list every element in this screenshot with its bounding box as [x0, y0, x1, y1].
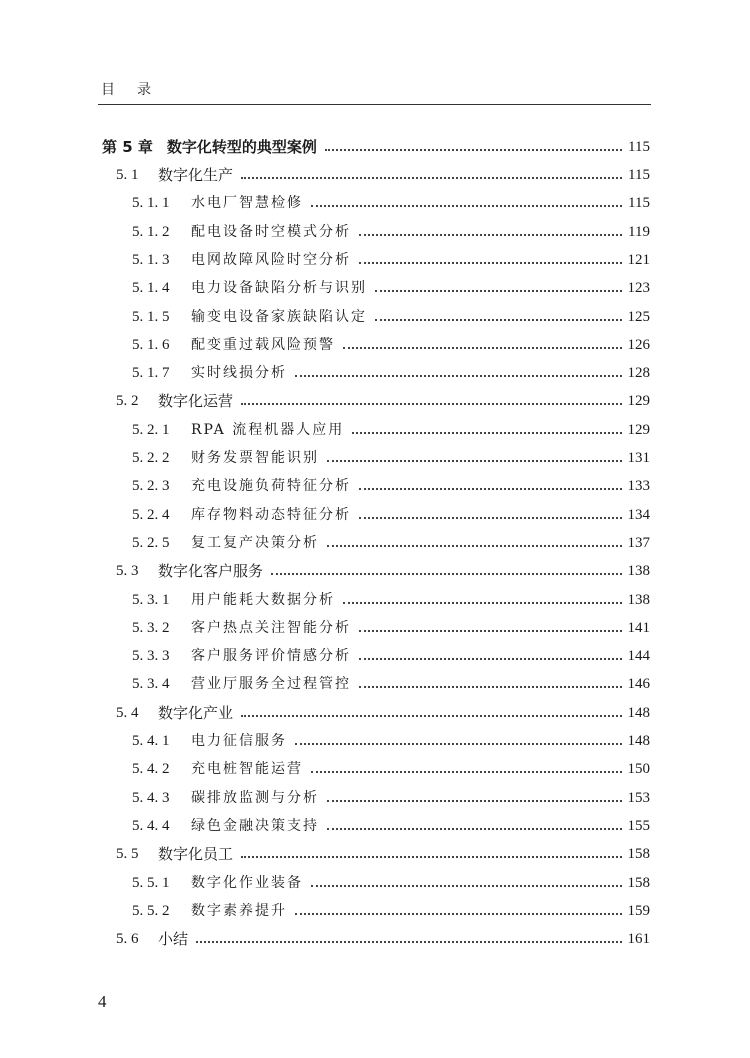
- entry-number: 5. 3. 1: [132, 591, 170, 608]
- entry-number: 5. 1. 2: [132, 223, 170, 240]
- entry-number: 5. 2: [116, 393, 139, 410]
- entry-number: 5. 1. 4: [132, 280, 170, 297]
- entry-title: 客户热点关注智能分析: [191, 619, 351, 636]
- toc-section-entry[interactable]: [116, 386, 650, 410]
- entry-page: 141: [627, 619, 650, 636]
- entry-number: 5. 3: [116, 563, 139, 580]
- entry-number: 5. 3. 4: [132, 676, 170, 693]
- dot-leader: [295, 913, 622, 915]
- dot-leader: [375, 319, 622, 321]
- dot-leader: [327, 800, 622, 802]
- entry-page: 119: [628, 223, 650, 240]
- toc-section-entry[interactable]: [116, 698, 650, 722]
- toc-subsection-entry[interactable]: [132, 528, 650, 552]
- entry-title: 配变重过载风险预警: [191, 336, 335, 353]
- entry-number: 5. 4. 4: [132, 817, 170, 834]
- entry-number: 5. 1. 7: [132, 365, 170, 382]
- dot-leader: [325, 149, 622, 151]
- toc-subsection-entry[interactable]: [132, 188, 650, 212]
- entry-title: 充电设施负荷特征分析: [191, 478, 351, 495]
- header-rule: [98, 104, 651, 105]
- entry-title: 电力设备缺陷分析与识别: [191, 280, 367, 297]
- page-number: 4: [98, 992, 107, 1011]
- toc-section-entry[interactable]: [116, 160, 650, 184]
- entry-title: 输变电设备家族缺陷认定: [191, 308, 367, 325]
- toc-subsection-entry[interactable]: [132, 726, 650, 750]
- toc-subsection-entry[interactable]: [132, 245, 650, 269]
- toc-section-entry[interactable]: [116, 839, 650, 863]
- header-char-right: 录: [137, 82, 151, 98]
- toc-subsection-entry[interactable]: [132, 754, 650, 778]
- header-char-left: 目: [101, 82, 115, 98]
- chapter-title: 数字化转型的典型案例: [166, 138, 317, 156]
- dot-leader: [327, 828, 622, 830]
- chapter-page: 115: [628, 139, 650, 155]
- toc-subsection-entry[interactable]: [132, 811, 650, 835]
- dot-leader: [241, 403, 621, 405]
- toc-subsection-entry[interactable]: [132, 415, 650, 439]
- entry-title: 用户能耗大数据分析: [191, 591, 335, 608]
- entry-title: 数字化作业装备: [191, 874, 303, 891]
- entry-number: 5. 3. 2: [132, 619, 170, 636]
- entry-title: 碳排放监测与分析: [191, 789, 319, 806]
- entry-page: 129: [627, 421, 650, 438]
- dot-leader: [359, 234, 622, 236]
- dot-leader: [359, 686, 622, 688]
- entry-title: 复工复产决策分析: [191, 534, 319, 551]
- entry-title: 实时线损分析: [191, 365, 287, 382]
- entry-number: 5. 4. 3: [132, 789, 170, 806]
- dot-leader: [295, 743, 622, 745]
- toc-subsection-entry[interactable]: [132, 302, 650, 326]
- toc-subsection-entry[interactable]: [132, 443, 650, 467]
- dot-leader: [359, 262, 622, 264]
- entry-page: 126: [627, 336, 650, 353]
- toc-subsection-entry[interactable]: [132, 217, 650, 241]
- toc-subsection-entry[interactable]: [132, 613, 650, 637]
- dot-leader: [359, 517, 622, 519]
- toc-subsection-entry[interactable]: [132, 783, 650, 807]
- entry-title: 小结: [158, 930, 189, 949]
- toc-subsection-entry[interactable]: [132, 896, 650, 920]
- entry-page: 115: [628, 167, 650, 183]
- entry-number: 5. 2. 3: [132, 478, 170, 495]
- entry-page: 115: [628, 195, 650, 212]
- toc-section-entry[interactable]: [116, 556, 650, 580]
- entry-title: 数字化客户服务: [158, 562, 264, 581]
- entry-page: 121: [627, 251, 650, 268]
- entry-page: 155: [627, 817, 650, 834]
- dot-leader: [375, 290, 622, 292]
- entry-page: 150: [627, 761, 650, 778]
- dot-leader: [241, 715, 621, 717]
- entry-page: 138: [627, 591, 650, 608]
- entry-title: 客户服务评价情感分析: [191, 648, 351, 665]
- dot-leader: [359, 658, 622, 660]
- entry-number: 5. 1. 3: [132, 251, 170, 268]
- entry-page: 144: [627, 648, 650, 665]
- toc-chapter-entry[interactable]: [102, 132, 650, 156]
- entry-number: 5. 3. 3: [132, 648, 170, 665]
- dot-leader: [359, 630, 622, 632]
- entry-number: 5. 1. 5: [132, 308, 170, 325]
- toc-subsection-entry[interactable]: [132, 358, 650, 382]
- entry-title: 数字化产业: [158, 703, 234, 722]
- entry-title: 库存物料动态特征分析: [191, 506, 351, 523]
- entry-number: 5. 2. 2: [132, 450, 170, 466]
- entry-number: 5. 4. 2: [132, 761, 170, 778]
- entry-title: 配电设备时空模式分析: [191, 223, 351, 240]
- entry-page: 128: [627, 365, 650, 382]
- entry-page: 125: [627, 308, 650, 325]
- entry-title: 财务发票智能识别: [191, 450, 319, 466]
- running-header: [101, 79, 151, 99]
- dot-leader: [327, 460, 622, 462]
- entry-title: RPA 流程机器人应用: [191, 421, 345, 438]
- entry-page: 129: [627, 393, 650, 410]
- dot-leader: [311, 205, 622, 207]
- entry-title: 电网故障风险时空分析: [191, 251, 351, 268]
- entry-page: 158: [627, 846, 650, 863]
- entry-page: 148: [627, 704, 650, 721]
- dot-leader: [271, 573, 621, 575]
- dot-leader: [295, 375, 622, 377]
- toc-subsection-entry[interactable]: [132, 471, 650, 495]
- entry-title: 水电厂智慧检修: [191, 195, 303, 212]
- entry-title: 数字素养提升: [191, 902, 287, 919]
- entry-number: 5. 2. 5: [132, 534, 170, 551]
- entry-number: 5. 4. 1: [132, 733, 170, 749]
- entry-page: 137: [627, 534, 650, 551]
- toc-subsection-entry[interactable]: [132, 868, 650, 892]
- dot-leader: [359, 488, 622, 490]
- entry-page: 148: [627, 733, 650, 749]
- dot-leader: [352, 432, 621, 434]
- dot-leader: [343, 347, 622, 349]
- chapter-number: 第 5 章: [102, 138, 153, 156]
- entry-page: 159: [627, 902, 650, 919]
- dot-leader: [196, 941, 621, 943]
- entry-number: 5. 5: [116, 846, 139, 863]
- entry-page: 133: [627, 478, 650, 495]
- entry-number: 5. 1. 6: [132, 336, 170, 353]
- entry-title: 绿色金融决策支持: [191, 817, 319, 834]
- entry-number: 5. 1: [116, 167, 139, 183]
- entry-page: 138: [627, 563, 650, 580]
- entry-number: 5. 4: [116, 704, 139, 721]
- entry-page: 134: [627, 506, 650, 523]
- toc-subsection-entry[interactable]: [132, 641, 650, 665]
- entry-page: 131: [627, 450, 650, 466]
- entry-title: 数字化员工: [158, 845, 234, 864]
- dot-leader: [311, 885, 622, 887]
- entry-page: 161: [627, 931, 650, 948]
- entry-number: 5. 5. 1: [132, 874, 170, 891]
- entry-title: 营业厅服务全过程管控: [191, 676, 351, 693]
- dot-leader: [311, 771, 622, 773]
- entry-page: 123: [627, 280, 650, 297]
- toc-subsection-entry[interactable]: [132, 330, 650, 354]
- dot-leader: [241, 177, 622, 179]
- entry-title: 电力征信服务: [191, 733, 287, 749]
- entry-page: 146: [627, 676, 650, 693]
- entry-number: 5. 5. 2: [132, 902, 170, 919]
- entry-number: 5. 2. 4: [132, 506, 170, 523]
- dot-leader: [343, 602, 622, 604]
- entry-number: 5. 2. 1: [132, 421, 170, 438]
- toc-subsection-entry[interactable]: [132, 273, 650, 297]
- entry-title: 数字化运营: [158, 392, 234, 411]
- toc-section-entry[interactable]: [116, 924, 650, 948]
- dot-leader: [327, 545, 622, 547]
- toc-subsection-entry[interactable]: [132, 669, 650, 693]
- toc-subsection-entry[interactable]: [132, 585, 650, 609]
- entry-page: 158: [627, 874, 650, 891]
- dot-leader: [241, 856, 621, 858]
- entry-page: 153: [627, 789, 650, 806]
- entry-title: 充电桩智能运营: [191, 761, 303, 778]
- entry-title: 数字化生产: [158, 166, 234, 184]
- entry-number: 5. 1. 1: [132, 195, 170, 212]
- entry-number: 5. 6: [116, 931, 139, 948]
- toc-subsection-entry[interactable]: [132, 500, 650, 524]
